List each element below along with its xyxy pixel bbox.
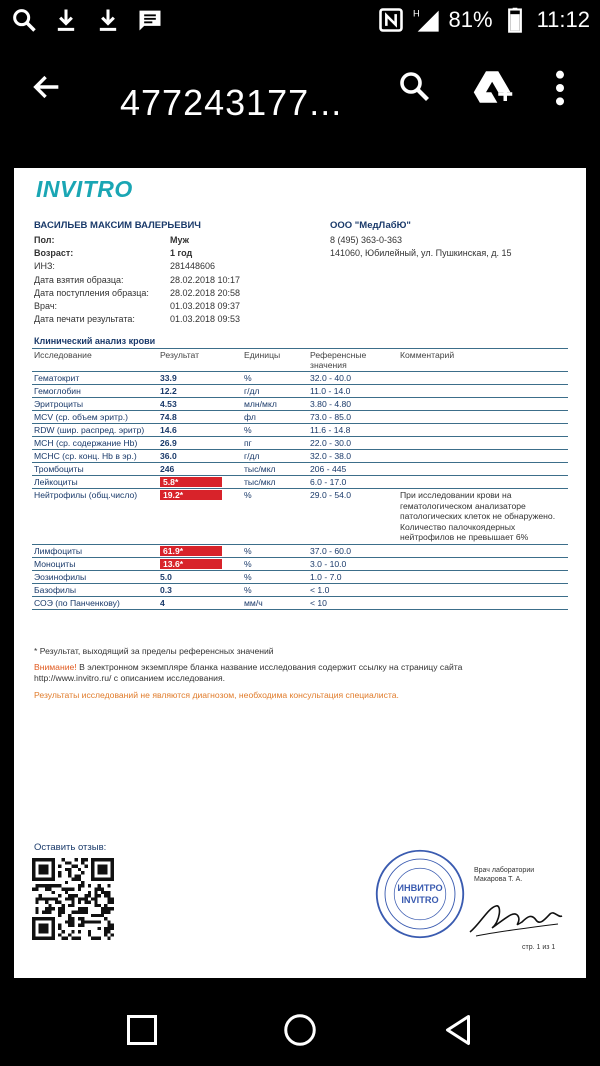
info-label: Пол: xyxy=(34,235,55,245)
table-row xyxy=(32,385,568,398)
info-value: 281448606 xyxy=(170,261,216,272)
search-icon[interactable] xyxy=(396,68,432,104)
test-name: Базофилы xyxy=(32,583,158,596)
test-name: МСНС (ср. конц. Hb в эр.) xyxy=(32,450,158,463)
test-unit: мм/ч xyxy=(242,596,308,609)
patient-info xyxy=(34,234,240,326)
home-icon[interactable] xyxy=(282,1012,318,1048)
document-title: 477243177... xyxy=(120,82,343,123)
stamp-logo: INVITRO xyxy=(401,895,439,906)
test-name: Гемоглобин xyxy=(32,385,158,398)
test-result xyxy=(158,544,242,557)
flagged-value: 5.8* xyxy=(160,477,222,487)
invitro-logo: INVITRO xyxy=(36,176,133,202)
clock: 11:12 xyxy=(536,7,590,32)
test-unit: % xyxy=(242,544,308,557)
test-unit: % xyxy=(242,557,308,570)
test-comment xyxy=(398,596,568,609)
more-vert-icon[interactable] xyxy=(550,68,570,108)
test-result: 33.9 xyxy=(158,372,242,385)
test-reference: 32.0 - 40.0 xyxy=(308,372,398,385)
test-result: 36.0 xyxy=(158,450,242,463)
test-result: 5.0 xyxy=(158,570,242,583)
signal-icon xyxy=(413,6,441,34)
test-name: MCH (ср. содержание Hb) xyxy=(32,437,158,450)
info-row xyxy=(34,313,240,326)
table-row xyxy=(32,437,568,450)
test-reference: 22.0 - 30.0 xyxy=(308,437,398,450)
signature xyxy=(466,888,566,944)
flagged-value: 19.2* xyxy=(160,490,222,500)
test-unit: тыс/мкл xyxy=(242,463,308,476)
test-reference: 206 - 445 xyxy=(308,463,398,476)
test-reference: 3.80 - 4.80 xyxy=(308,398,398,411)
test-name: Гематокрит xyxy=(32,372,158,385)
qr-code[interactable] xyxy=(32,858,114,940)
drive-add-icon[interactable] xyxy=(472,66,514,108)
test-name: СОЭ (по Панченкову) xyxy=(32,596,158,609)
info-row xyxy=(34,260,240,273)
test-comment xyxy=(398,385,568,398)
test-comment xyxy=(398,570,568,583)
test-unit: % xyxy=(242,372,308,385)
test-unit: % xyxy=(242,424,308,437)
test-name: Эозинофилы xyxy=(32,570,158,583)
footnote: * Результат, выходящий за пределы референсных значений xyxy=(34,646,274,656)
test-comment xyxy=(398,411,568,424)
column-header: Референсные значения xyxy=(308,349,398,372)
doctor-signature-block xyxy=(474,866,534,884)
table-row xyxy=(32,570,568,583)
status-bar xyxy=(0,0,600,40)
stamp-text: ИНВИТРО xyxy=(397,883,443,894)
info-value: 28.02.2018 20:58 xyxy=(170,287,241,298)
test-result: 246 xyxy=(158,463,242,476)
test-reference: 11.0 - 14.0 xyxy=(308,385,398,398)
flagged-value: 13.6* xyxy=(160,559,222,569)
test-name: Нейтрофилы (общ.число) xyxy=(32,489,158,545)
test-unit: % xyxy=(242,570,308,583)
test-result xyxy=(158,489,242,545)
test-name: MCV (ср. объем эритр.) xyxy=(32,411,158,424)
info-row xyxy=(34,234,240,247)
test-result xyxy=(158,476,242,489)
test-comment xyxy=(398,398,568,411)
test-name: Тромбоциты xyxy=(32,463,158,476)
table-row xyxy=(32,583,568,596)
info-row xyxy=(34,287,240,300)
table-row xyxy=(32,398,568,411)
test-name: RDW (шир. распред. эритр) xyxy=(32,424,158,437)
battery-icon xyxy=(501,6,529,34)
info-value: 01.03.2018 09:37 xyxy=(170,301,241,312)
info-row xyxy=(34,300,240,313)
info-label: Врач: xyxy=(34,301,58,312)
test-comment xyxy=(398,450,568,463)
test-result: 4.53 xyxy=(158,398,242,411)
patient-name: ВАСИЛЬЕВ МАКСИМ ВАЛЕРЬЕВИЧ xyxy=(34,220,201,231)
table-row xyxy=(32,411,568,424)
column-header: Единицы xyxy=(242,349,308,372)
test-comment xyxy=(398,476,568,489)
info-row xyxy=(34,247,240,260)
info-value: 28.02.2018 10:17 xyxy=(170,274,241,285)
recent-apps-icon[interactable] xyxy=(124,1012,160,1048)
test-comment xyxy=(398,583,568,596)
test-name: Моноциты xyxy=(32,557,158,570)
test-unit: пг xyxy=(242,437,308,450)
table-row xyxy=(32,372,568,385)
table-row xyxy=(32,544,568,557)
table-row xyxy=(32,596,568,609)
test-unit: г/дл xyxy=(242,385,308,398)
test-reference: 32.0 - 38.0 xyxy=(308,450,398,463)
app-toolbar xyxy=(0,40,600,152)
download-icon xyxy=(52,6,80,34)
info-value: Муж xyxy=(170,235,189,245)
test-unit: г/дл xyxy=(242,450,308,463)
message-icon xyxy=(136,6,164,34)
lab-info xyxy=(330,234,512,260)
table-row xyxy=(32,557,568,570)
table-row xyxy=(32,424,568,437)
test-reference: 37.0 - 60.0 xyxy=(308,544,398,557)
info-value: 01.03.2018 09:53 xyxy=(170,314,241,325)
test-comment xyxy=(398,424,568,437)
lab-phone: 8 (495) 363-0-363 xyxy=(330,235,403,245)
warning-text xyxy=(34,662,534,684)
section-title: Клинический анализ крови xyxy=(34,336,156,346)
back-arrow-icon[interactable] xyxy=(30,70,64,104)
test-reference: < 10 xyxy=(308,596,398,609)
table-row xyxy=(32,489,568,545)
info-label: Дата взятия образца: xyxy=(34,274,124,285)
warning-body: В электронном экземпляре бланка название исследования содержит ссылку на страницу сайта xyxy=(76,662,463,672)
test-result: 26.9 xyxy=(158,437,242,450)
test-unit: % xyxy=(242,583,308,596)
test-unit: тыс/мкл xyxy=(242,476,308,489)
test-reference: 6.0 - 17.0 xyxy=(308,476,398,489)
table-row xyxy=(32,476,568,489)
column-header: Комментарий xyxy=(398,349,568,372)
test-comment: При исследовании крови на гематологическом анализаторе патологических клеток не обнаружено. Количество палочкоядерных нейтрофилов не превышает 6% xyxy=(398,489,568,545)
test-result: 0.3 xyxy=(158,583,242,596)
results-table xyxy=(32,348,568,610)
test-comment xyxy=(398,463,568,476)
document-page[interactable] xyxy=(14,168,586,978)
test-reference: 11.6 - 14.8 xyxy=(308,424,398,437)
info-label: Дата печати результата: xyxy=(34,314,135,325)
test-comment xyxy=(398,557,568,570)
test-unit: фл xyxy=(242,411,308,424)
warning-body-2: с описанием исследования. xyxy=(111,673,226,683)
doctor-name: Макарова Т. А. xyxy=(474,876,523,883)
test-result: 74.8 xyxy=(158,411,242,424)
leave-review-label: Оставить отзыв: xyxy=(34,842,107,853)
table-row xyxy=(32,450,568,463)
test-name: Эритроциты xyxy=(32,398,158,411)
warning-link[interactable]: http://www.invitro.ru/ xyxy=(34,673,112,683)
doctor-title: Врач лаборатории xyxy=(474,867,535,874)
test-comment xyxy=(398,372,568,385)
page-number: стр. 1 из 1 xyxy=(522,944,556,951)
test-name: Лимфоциты xyxy=(32,544,158,557)
test-result xyxy=(158,557,242,570)
test-reference: 29.0 - 54.0 xyxy=(308,489,398,545)
info-row xyxy=(34,274,240,287)
table-header xyxy=(32,349,568,372)
test-reference: 73.0 - 85.0 xyxy=(308,411,398,424)
info-value: 1 год xyxy=(170,248,193,259)
back-triangle-icon[interactable] xyxy=(440,1012,476,1048)
table-row xyxy=(32,463,568,476)
flagged-value: 61.9* xyxy=(160,546,222,556)
navigation-bar xyxy=(0,996,600,1066)
test-result: 14.6 xyxy=(158,424,242,437)
test-reference: 3.0 - 10.0 xyxy=(308,557,398,570)
download-icon xyxy=(94,6,122,34)
test-comment xyxy=(398,544,568,557)
column-header: Результат xyxy=(158,349,242,372)
test-name: Лейкоциты xyxy=(32,476,158,489)
disclaimer: Результаты исследований не являются диагнозом, необходима консультация специалиста. xyxy=(34,690,399,700)
nfc-icon xyxy=(377,6,405,34)
info-label: Возраст: xyxy=(34,248,74,259)
column-header: Исследование xyxy=(32,349,158,372)
lab-stamp xyxy=(374,848,466,940)
info-label: Дата поступления образца: xyxy=(34,287,149,298)
svg-text:H: H xyxy=(412,8,420,19)
lab-address: 141060, Юбилейный, ул. Пушкинская, д. 15 xyxy=(330,248,512,259)
test-comment xyxy=(398,437,568,450)
test-reference: < 1.0 xyxy=(308,583,398,596)
test-unit: % xyxy=(242,489,308,545)
info-label: ИНЗ: xyxy=(34,261,55,272)
lab-name: ООО "МедЛабЮ" xyxy=(330,220,411,231)
test-result: 12.2 xyxy=(158,385,242,398)
test-unit: млн/мкл xyxy=(242,398,308,411)
search-icon xyxy=(10,6,38,34)
warning-label: Внимание! xyxy=(34,662,77,672)
test-reference: 1.0 - 7.0 xyxy=(308,570,398,583)
test-result: 4 xyxy=(158,596,242,609)
battery-percent: 81% xyxy=(448,7,493,32)
